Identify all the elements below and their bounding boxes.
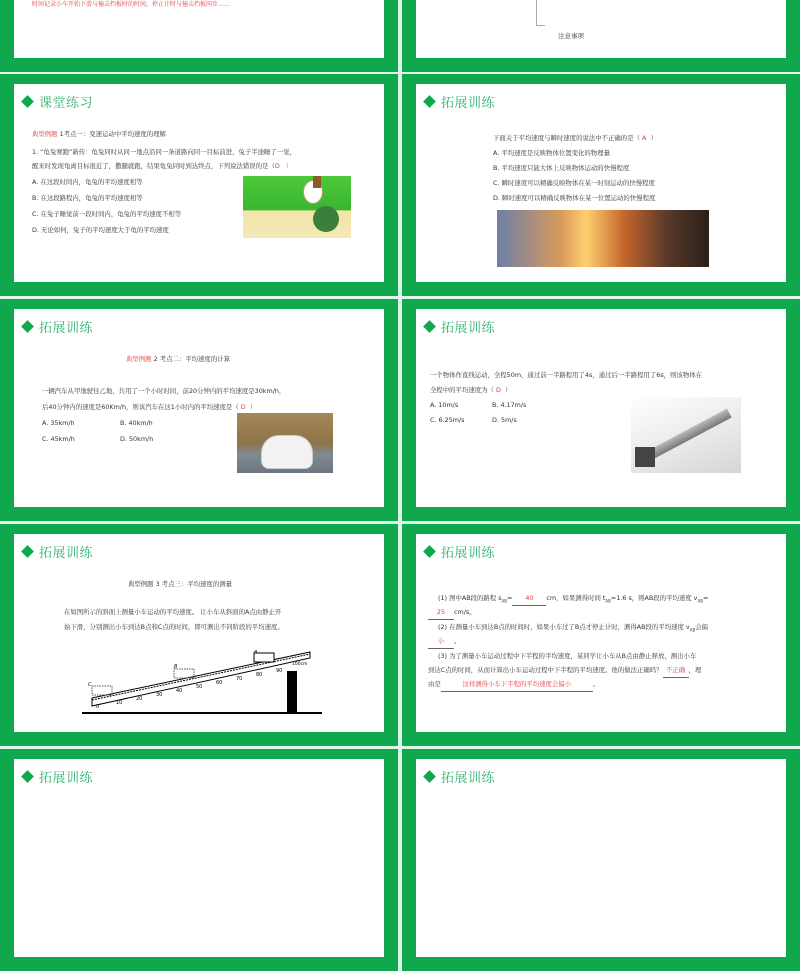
question-text: 后40分钟内的速度是60Km/h，则该汽车在这1小时内的平均速度是（ <box>42 403 239 411</box>
car-image <box>237 413 333 473</box>
question: 下面关于平均速度与瞬时速度的说法中不正确的是（ A ） <box>493 134 657 142</box>
answer: D <box>274 162 280 170</box>
svg-text:20: 20 <box>136 696 143 702</box>
slide-header <box>20 92 93 111</box>
question-text: 下面关于平均速度与瞬时速度的说法中不正确的是（ <box>493 134 640 142</box>
header-title: 拓展训练 <box>39 321 94 336</box>
q3-line-3: 由是 这样测得小车下半程的平均速度会偏小 。 <box>428 678 599 692</box>
example-label: 典型例题 <box>32 130 58 138</box>
header-title: 拓展训练 <box>441 771 496 786</box>
tree-item-label: 注意事项 <box>558 32 584 40</box>
q2-line-2: 小 。 <box>428 635 460 649</box>
slide-extension-3[interactable] <box>402 299 800 521</box>
slide-header <box>20 317 93 336</box>
option-d: D. 无论如何，兔子的平均速度大于龟的平均速度 <box>32 226 169 234</box>
option-b: B. 40km/h <box>120 419 153 427</box>
incline-diagram <box>82 650 322 720</box>
diamond-icon <box>423 95 436 108</box>
body-line-1: 在如图所示的斜面上测量小车运动的平均速度。 让小车从斜面的A点由静止开 <box>64 608 282 616</box>
answer-blank-bias: 小 <box>428 635 454 649</box>
rabbit-turtle-image <box>243 176 351 238</box>
motorcycle-image <box>497 210 709 267</box>
question-text: 全程中的平均速度为（ <box>430 386 494 394</box>
question-line-2: 全程中的平均速度为（ D ） <box>430 386 512 394</box>
diamond-icon <box>423 320 436 333</box>
example-title: 典型例题 3 考点三：平均速度的测量 <box>128 580 232 588</box>
question-line-1: 1. “龟兔赛跑”新传：龟兔同时从同一地点沿同一条道路向同一目标前进，兔子半途睡了一觉， <box>32 148 296 156</box>
example-title-text: 1考点一：变速运动中平均速度的理解 <box>57 130 166 138</box>
question-line-2: 后40分钟内的速度是60Km/h，则该汽车在这1小时内的平均速度是（ D ） <box>42 403 257 411</box>
question-line-1: 一辆汽车从甲地驶往乙地，共用了一个小时时间，前20分钟内的平均速度是30km/h， <box>42 387 286 395</box>
diamond-icon <box>423 770 436 783</box>
svg-text:A: A <box>254 650 258 655</box>
q3-line-2: 到达C点的时间，从而计算出小车运动过程中下半程的平均速度。他的做法正确吗？ 不正确 ，理 <box>428 664 701 678</box>
slide-extension-7[interactable] <box>402 749 800 971</box>
svg-text:50: 50 <box>196 684 203 690</box>
slide-top-left[interactable] <box>0 0 398 72</box>
svg-text:30: 30 <box>156 692 163 698</box>
option-d: D. 5m/s <box>492 416 517 424</box>
q2-line: (2) 在测量小车到达B点的时间时，如果小车过了B点才停止计时，测得AB段的平均速度 $v_{AB}$会偏 <box>438 623 708 633</box>
question-text: 醒来时发现龟离目标很近了，撒腿就跑，结果龟兔同时到达终点，下列说法错误的是（ <box>32 162 275 170</box>
option-a: A. 在这段时间内，龟兔的平均速度相等 <box>32 178 143 186</box>
slide-extension-5[interactable] <box>402 524 800 746</box>
option-b: B. 平均速度只能大体上反映物体运动的快慢程度 <box>493 164 630 172</box>
svg-text:80: 80 <box>256 672 263 678</box>
svg-text:40: 40 <box>176 688 183 694</box>
svg-text:0: 0 <box>96 704 100 710</box>
svg-text:100cm: 100cm <box>292 662 308 667</box>
option-c: C. 45km/h <box>42 435 75 443</box>
option-a: A. 平均速度是反映物体位置变化的物理量 <box>493 149 610 157</box>
header-title: 课堂练习 <box>39 96 94 111</box>
slide-extension-2[interactable] <box>0 299 398 521</box>
option-b: B. 4.17m/s <box>492 401 527 409</box>
slide-classroom-practice[interactable] <box>0 74 398 296</box>
linear-guide-image <box>631 397 741 473</box>
header-title: 拓展训练 <box>39 546 94 561</box>
turtle-figure <box>313 206 339 232</box>
header-title: 拓展训练 <box>441 546 496 561</box>
question-line-2: 醒来时发现龟离目标很近了，撒腿就跑，结果龟兔同时到达终点，下列说法错误的是（D ） <box>32 162 293 170</box>
header-title: 拓展训练 <box>441 96 496 111</box>
slide-header <box>20 542 93 561</box>
svg-text:B: B <box>174 664 178 670</box>
option-a: A. 10m/s <box>430 401 459 409</box>
diamond-icon <box>21 770 34 783</box>
svg-text:60: 60 <box>216 680 223 686</box>
option-b: B. 在这段路程内，龟兔的平均速度相等 <box>32 194 143 202</box>
example-title <box>126 353 230 366</box>
tree-bracket <box>536 0 545 26</box>
q3-line-1: (3) 为了测量小车运动过程中下半程的平均速度，某同学让小车从B点由静止释放，测出小车 <box>438 652 697 660</box>
question-line-1: 一个物体作直线运动，全程50m，通过前一半路程用了4s，通过后一半路程用了6s，则该物体在 <box>430 371 702 379</box>
option-d: D. 瞬时速度可以精确反映物体在某一位置运动的快慢程度 <box>493 194 656 202</box>
example-label: 典型例题 <box>126 355 152 363</box>
header-title: 拓展训练 <box>441 321 496 336</box>
answer: D <box>495 386 501 394</box>
answer-blank-reason: 这样测得小车下半程的平均速度会偏小 <box>441 678 593 692</box>
diamond-icon <box>21 320 34 333</box>
option-c: C. 6.25m/s <box>430 416 465 424</box>
slide-header <box>20 767 93 786</box>
diamond-icon <box>21 545 34 558</box>
answer-blank-distance: 40 <box>512 592 546 606</box>
q1-line: (1) 图中AB段的路程 $s_{AB}= 40$ cm，如果测得时间 $t_{AB}=1.6$ s，则AB段的平均速度 $v_{AB}=$ <box>438 592 708 607</box>
slide-top-right[interactable] <box>402 0 800 72</box>
slide-extension-1[interactable] <box>402 74 800 296</box>
answer-blank-speed: 25 <box>428 606 454 620</box>
svg-text:90: 90 <box>276 668 283 674</box>
body-line-2: 始下滑，分别测出小车到达B点和C点的时间，即可测出不同阶段的平均速度。 <box>64 623 284 631</box>
slide-header <box>422 92 495 111</box>
svg-text:10: 10 <box>116 700 123 706</box>
option-a: A. 35km/h <box>42 419 75 427</box>
car-body <box>261 435 313 469</box>
answer: A <box>642 134 647 142</box>
answer-blank-correct: 不正确 <box>663 664 689 678</box>
example-title-text: 2 考点二：平均速度的计算 <box>151 355 230 363</box>
slide-header <box>422 767 495 786</box>
slide-extension-6[interactable] <box>0 749 398 971</box>
diamond-icon <box>423 545 436 558</box>
slide-header <box>422 317 495 336</box>
rail-end-block <box>635 447 655 467</box>
header-title: 拓展训练 <box>39 771 94 786</box>
slide-header <box>422 542 495 561</box>
option-d: D. 50km/h <box>120 435 154 443</box>
answer: D <box>240 403 246 411</box>
slide-extension-4[interactable] <box>0 524 398 746</box>
tree-trunk <box>313 176 321 188</box>
example-title <box>32 128 166 141</box>
partial-red-text: 时间记录小车开始下滑与撞击挡板时的时间，停止计时与撞击挡板同步…… <box>32 1 231 8</box>
svg-text:C: C <box>88 682 92 688</box>
option-c: C. 瞬时速度可以精确反映物体在某一时刻运动的快慢程度 <box>493 179 655 187</box>
svg-text:70: 70 <box>236 676 243 682</box>
diamond-icon <box>21 95 34 108</box>
q1-line-2: 25 cm/s。 <box>428 606 476 620</box>
option-c: C. 在兔子睡觉前一段时间内，龟兔的平均速度不相等 <box>32 210 182 218</box>
